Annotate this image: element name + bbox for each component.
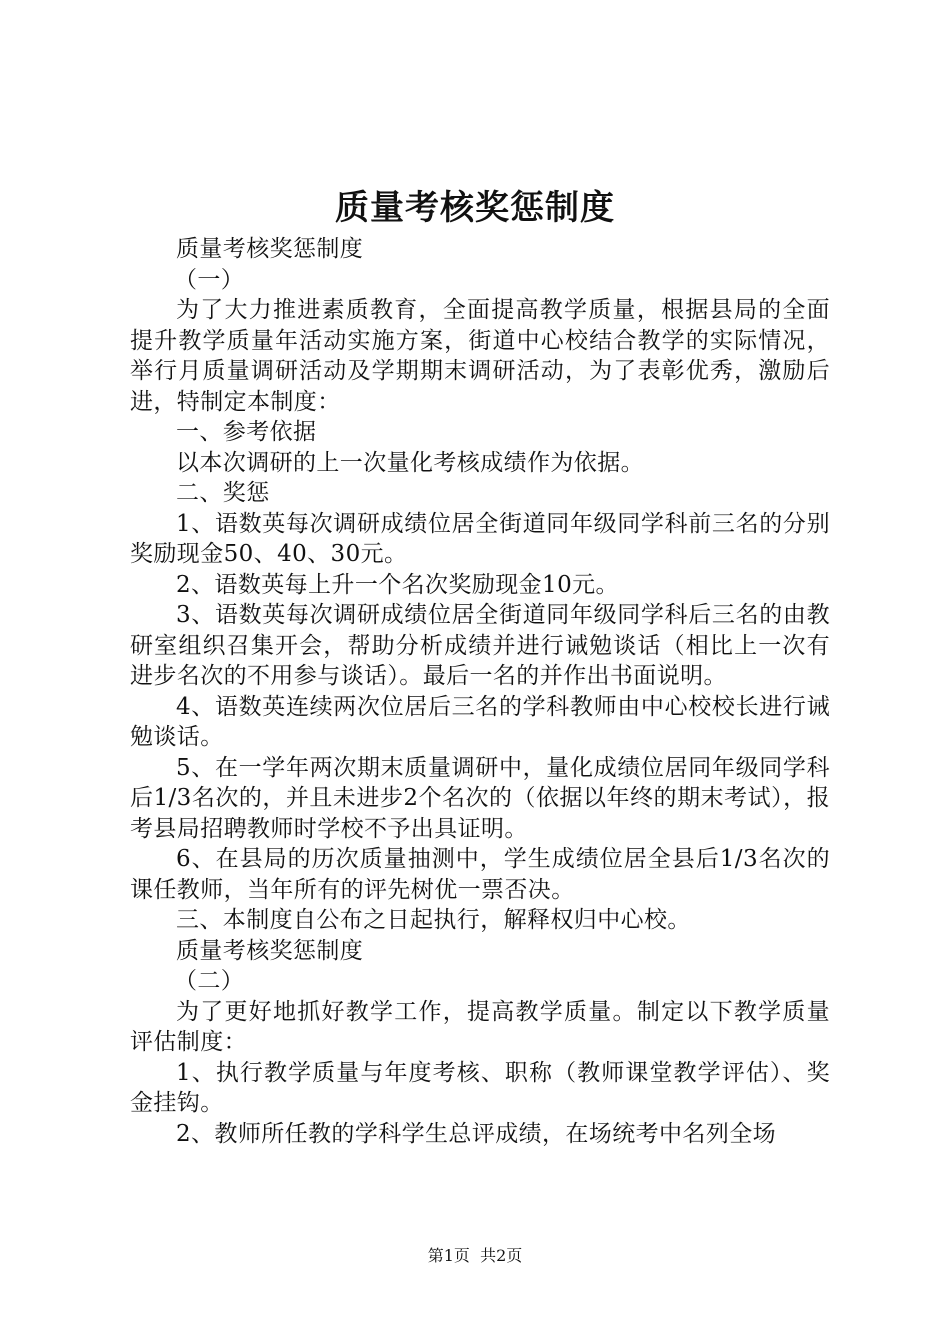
section-heading: 三、本制度自公布之日起执行，解释权归中心校。	[176, 907, 691, 933]
section-number: （一）	[174, 266, 245, 293]
paragraph: 为了大力推进素质教育，全面提高教学质量，根据县局的全面提升教学质量年活动实施方案，街道中心校结合教学的实际情况，举行月质量调研活动及学期期末调研活动，为了表彰优秀，激励后进，特制定本制度：	[130, 297, 830, 415]
list-item: 2、教师所任教的学科学生总评成绩，在场统考中名列全场	[176, 1120, 777, 1147]
document-title: 质量考核奖惩制度	[335, 188, 615, 228]
list-item: 5、在一学年两次期末质量调研中，量化成绩位居同年级同学科后1/3名次的，并且未进步2个名次的（依据以年终的期末考试），报考县局招聘教师时学校不予出具证明。	[130, 754, 830, 842]
paragraph: 以本次调研的上一次量化考核成绩作为依据。	[176, 449, 644, 476]
document-body	[130, 234, 830, 1149]
paragraph: 为了更好地抓好教学工作，提高教学质量。制定以下教学质量评估制度：	[130, 998, 830, 1055]
paragraph: 质量考核奖惩制度	[176, 937, 364, 964]
section-number: （二）	[174, 968, 245, 994]
list-item: 3、语数英每次调研成绩位居全街道同年级同学科后三名的由教研室组织召集开会，帮助分析成绩并进行诫勉谈话（相比上一次有进步名次的不用参与谈话）。最后一名的并作出书面说明。	[130, 602, 830, 689]
list-item: 2、语数英每上升一个名次奖励现金10元。	[176, 571, 619, 598]
list-item: 1、执行教学质量与年度考核、职称（教师课堂教学评估）、奖金挂钩。	[130, 1059, 830, 1116]
page-total: 共2页	[480, 1246, 523, 1265]
list-item: 6、在县局的历次质量抽测中，学生成绩位居全县后1/3名次的课任教师，当年所有的评先树优一票否决。	[130, 846, 830, 903]
page-footer	[0, 1245, 950, 1267]
section-heading: 二、奖惩	[176, 480, 270, 506]
list-item: 1、语数英每次调研成绩位居全街道同年级同学科前三名的分别奖励现金50、40、30元。	[130, 510, 830, 567]
paragraph: 质量考核奖惩制度	[176, 236, 364, 262]
page-number: 第1页	[427, 1246, 470, 1265]
list-item: 4、语数英连续两次位居后三名的学科教师由中心校校长进行诫勉谈话。	[130, 693, 830, 750]
section-heading: 一、参考依据	[176, 419, 317, 445]
